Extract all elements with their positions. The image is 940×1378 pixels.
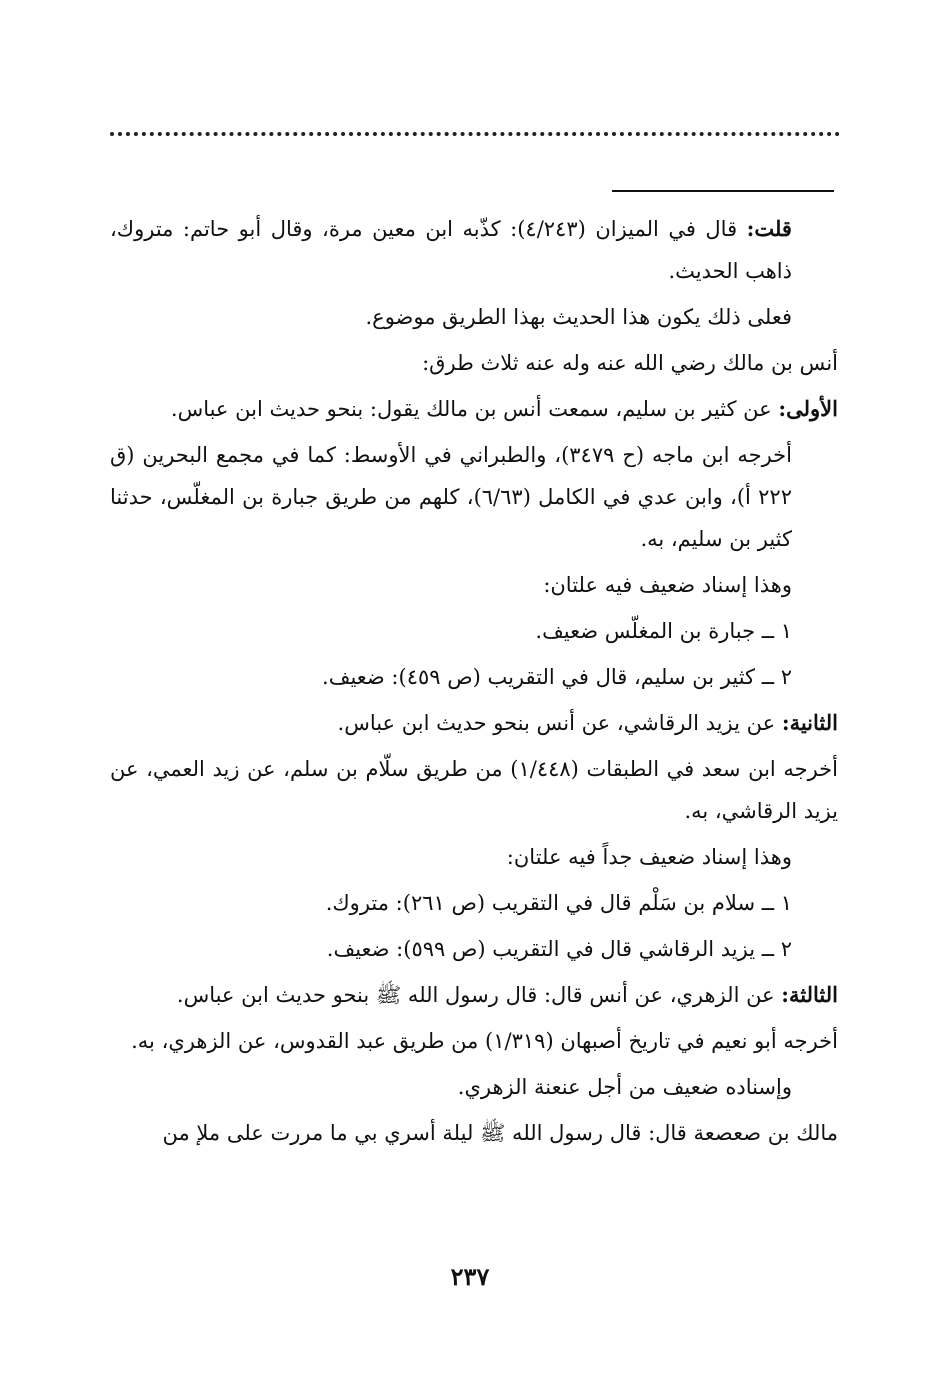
paragraph-text: أخرجه ابن ماجه (ح ٣٤٧٩)، والطبراني في الأوسط: كما في مجمع البحرين (ق ٢٢٢ أ)، وابن عدي في الكامل (٦/٦٣)، كلهم من طريق جبارة بن المغلّس، حدثنا كثير بن سليم، به. — [110, 443, 792, 551]
dotted-separator — [110, 132, 840, 156]
paragraph — [110, 974, 838, 1016]
paragraph-lead: الثانية: — [781, 710, 838, 735]
paragraph-text: أخرجه أبو نعيم في تاريخ أصبهان (١/٣١٩) من طريق عبد القدوس، عن الزهري، به. — [131, 1029, 838, 1053]
body-text — [110, 208, 838, 1158]
paragraph-lead: الأولى: — [778, 396, 838, 421]
paragraph-lead: قلت: — [746, 216, 792, 241]
paragraph-text: عن كثير بن سليم، سمعت أنس بن مالك يقول: بنحو حديث ابن عباس. — [170, 397, 772, 421]
list-item-text: ١ ــ جبارة بن المغلّس ضعيف. — [535, 619, 792, 643]
paragraph-text: فعلى ذلك يكون هذا الحديث بهذا الطريق موضوع. — [365, 305, 792, 329]
paragraph — [110, 342, 838, 384]
paragraph-text: أخرجه ابن سعد في الطبقات (١/٤٤٨) من طريق سلّام بن سلم، عن زيد العمي، عن يزيد الرقاشي، به. — [110, 757, 838, 823]
page-number: ٢٣٧ — [450, 1262, 490, 1291]
paragraph — [110, 296, 838, 338]
paragraph-text: وهذا إسناد ضعيف جداً فيه علتان: — [506, 845, 792, 869]
list-item-text: ١ ــ سلام بن سَلْم قال في التقريب (ص ٢٦١): متروك. — [325, 891, 792, 915]
paragraph — [110, 1112, 838, 1154]
list-item-text: ٢ ــ يزيد الرقاشي قال في التقريب (ص ٥٩٩): ضعيف. — [326, 937, 792, 961]
paragraph-lead: الثالثة: — [781, 982, 838, 1007]
paragraph — [110, 702, 838, 744]
list-item — [110, 610, 838, 652]
paragraph — [110, 388, 838, 430]
paragraph — [110, 748, 838, 832]
list-item-text: ٢ ــ كثير بن سليم، قال في التقريب (ص ٤٥٩): ضعيف. — [322, 665, 792, 689]
paragraph-text: وإسناده ضعيف من أجل عنعنة الزهري. — [457, 1075, 792, 1099]
paragraph — [110, 1066, 838, 1108]
list-item — [110, 882, 838, 924]
list-item — [110, 928, 838, 970]
paragraph-text: أنس بن مالك رضي الله عنه وله عنه ثلاث طرق: — [422, 351, 838, 375]
paragraph — [110, 564, 838, 606]
paragraph-text: عن يزيد الرقاشي، عن أنس بنحو حديث ابن عباس. — [337, 711, 776, 735]
paragraph-text: عن الزهري، عن أنس قال: قال رسول الله ﷺ بنحو حديث ابن عباس. — [176, 983, 775, 1007]
paragraph-text: قال في الميزان (٤/٢٤٣): كذّبه ابن معين مرة، وقال أبو حاتم: متروك، ذاهب الحديث. — [110, 217, 792, 283]
list-item — [110, 656, 838, 698]
paragraph-text: وهذا إسناد ضعيف فيه علتان: — [543, 573, 792, 597]
footnote-rule — [612, 190, 834, 192]
paragraph — [110, 434, 838, 560]
paragraph — [110, 836, 838, 878]
paragraph — [110, 208, 838, 292]
paragraph — [110, 1020, 838, 1062]
paragraph-text: مالك بن صعصعة قال: قال رسول الله ﷺ ليلة أسري بي ما مررت على ملإ من — [162, 1121, 838, 1145]
